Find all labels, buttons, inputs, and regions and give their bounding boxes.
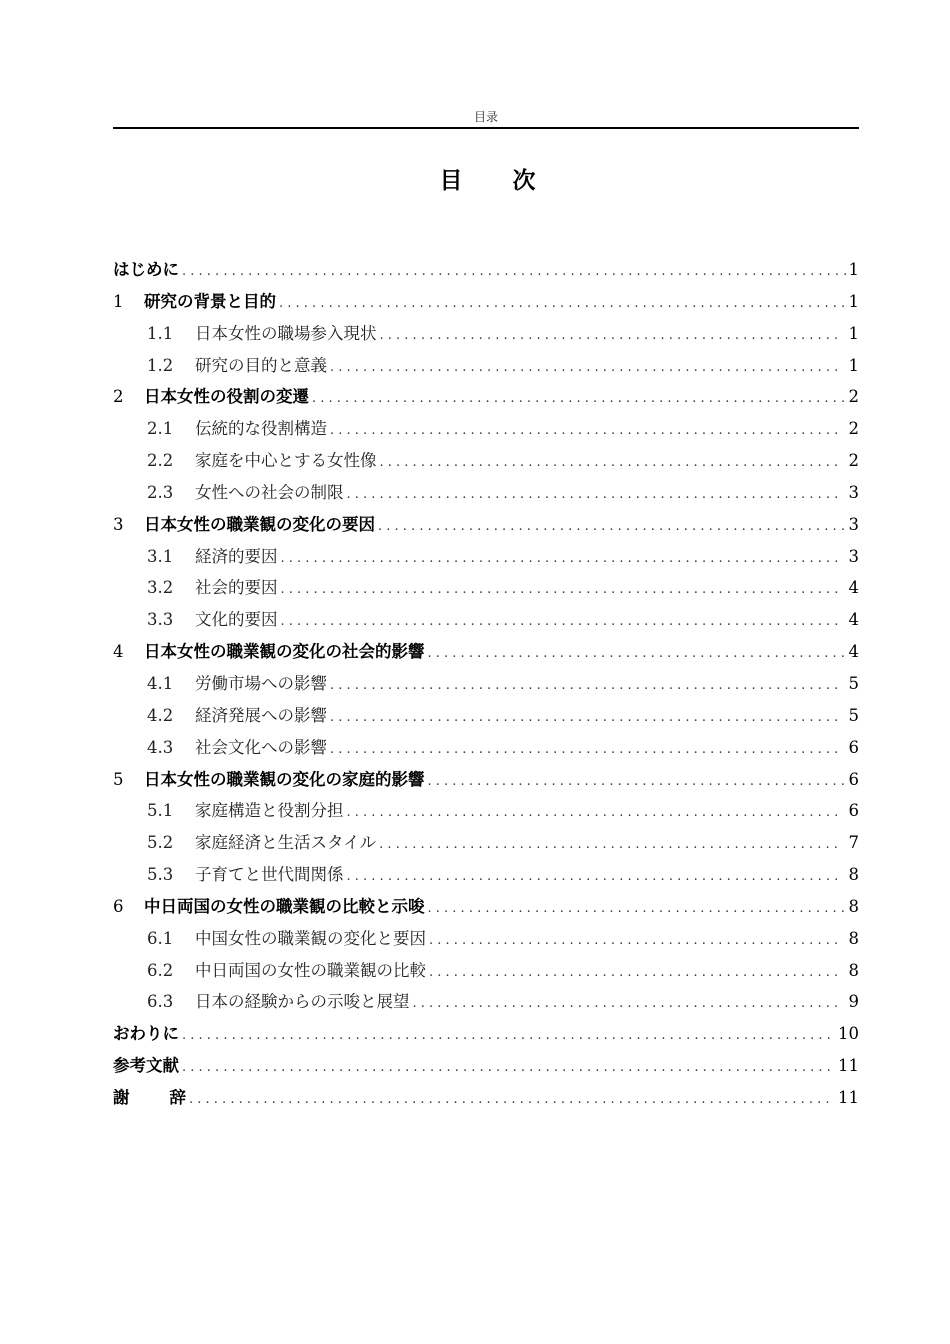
dot-leader [428, 646, 846, 661]
dot-leader [182, 1028, 835, 1043]
toc-entry-number: 1.2 [147, 355, 174, 375]
toc-entry-label: 家庭を中心とする女性像 [195, 451, 377, 471]
toc-entry-number: 4 [113, 642, 124, 662]
toc-entry[interactable] [113, 511, 859, 543]
toc-entry-page: 2 [848, 419, 859, 439]
toc-entry[interactable] [113, 415, 859, 447]
toc-entry-page: 6 [848, 801, 859, 821]
toc-entry[interactable] [113, 1020, 859, 1052]
toc-entry[interactable] [113, 702, 859, 734]
toc-entry[interactable] [113, 829, 859, 861]
toc-entry-page: 4 [848, 610, 859, 630]
toc-entry-page: 7 [848, 833, 859, 853]
toc-entry-label: 研究の目的と意義 [195, 355, 327, 375]
dot-leader [281, 614, 839, 629]
dot-leader [379, 837, 838, 852]
toc-entry-label: 研究の背景と目的 [144, 291, 276, 311]
toc-entry[interactable] [113, 893, 859, 925]
toc-entry[interactable] [113, 447, 859, 479]
toc-entry-label: 中日両国の女性の職業観の比較 [195, 960, 426, 980]
toc-entry-number: 5.2 [147, 833, 174, 853]
toc-entry-page: 8 [848, 928, 859, 948]
toc-entry[interactable] [113, 925, 859, 957]
toc-entry-label: 女性への社会の制限 [195, 482, 344, 502]
toc-entry-page: 3 [848, 514, 859, 534]
header-rule [113, 127, 859, 129]
toc-entry-label: 経済的要因 [195, 546, 278, 566]
toc-entry-page: 1 [848, 260, 859, 279]
dot-leader [330, 360, 839, 375]
toc-entry[interactable] [113, 988, 859, 1020]
toc-entry-page: 5 [848, 705, 859, 725]
toc-entry[interactable] [113, 574, 859, 606]
dot-leader [380, 328, 839, 343]
dot-leader [279, 296, 846, 311]
toc-entry-label: 労働市場への影響 [195, 673, 327, 693]
toc-entry[interactable] [113, 861, 859, 893]
toc-entry[interactable] [113, 670, 859, 702]
toc-entry-number: 6.2 [147, 960, 174, 980]
toc-entry-number: 6 [113, 896, 124, 916]
page-title [0, 162, 950, 195]
toc-entry-page: 8 [848, 896, 859, 916]
toc-entry-number: 2.1 [147, 419, 174, 439]
toc-entry-page: 9 [848, 992, 859, 1012]
toc-entry-number: 3.2 [147, 578, 174, 598]
dot-leader [378, 519, 846, 534]
toc-entry-number: 5.1 [147, 801, 174, 821]
toc-entry-number: 5.3 [147, 865, 174, 885]
toc-entry-label: 日本女性の役割の変遷 [144, 387, 309, 407]
toc-entry-label: 日本女性の職業観の変化の社会的影響 [144, 642, 425, 662]
toc-entry-page: 4 [848, 578, 859, 598]
toc-entry-label: 日本女性の職場参入現状 [195, 323, 377, 343]
toc-entry-page: 5 [848, 673, 859, 693]
toc-entry[interactable] [113, 606, 859, 638]
toc-entry-page: 3 [848, 482, 859, 502]
toc-entry-label-left: 謝 [113, 1087, 130, 1107]
toc-entry[interactable] [113, 957, 859, 989]
toc-entry-page: 2 [848, 387, 859, 407]
toc-entry[interactable] [113, 256, 859, 288]
dot-leader [428, 901, 846, 916]
toc-entry-number: 2.3 [147, 482, 174, 502]
toc-entry-label: 中国女性の職業観の変化と要因 [195, 928, 426, 948]
toc-entry-label: 日本女性の職業観の変化の要因 [144, 514, 375, 534]
dot-leader [182, 1060, 835, 1075]
toc-entry-page: 10 [838, 1024, 859, 1044]
toc-entry-label: おわりに [113, 1024, 179, 1044]
table-of-contents [113, 256, 859, 1116]
toc-entry-page: 8 [848, 865, 859, 885]
toc-entry-number: 4.2 [147, 705, 174, 725]
toc-entry-page: 11 [838, 1056, 859, 1076]
toc-entry-number: 3.1 [147, 546, 174, 566]
toc-entry[interactable] [113, 1084, 859, 1116]
page-title-left: 目 [439, 168, 463, 194]
toc-entry-page: 6 [848, 769, 859, 789]
toc-entry-number: 2 [113, 387, 124, 407]
toc-entry-number: 5 [113, 769, 124, 789]
toc-entry-label: 日本の経験からの示唆と展望 [195, 992, 410, 1012]
toc-entry-page: 1 [848, 323, 859, 343]
dot-leader [330, 423, 839, 438]
toc-entry[interactable] [113, 766, 859, 798]
toc-entry[interactable] [113, 383, 859, 415]
dot-leader [182, 264, 846, 279]
toc-entry[interactable] [113, 479, 859, 511]
toc-entry-page: 6 [848, 737, 859, 757]
toc-entry-label: 日本女性の職業観の変化の家庭的影響 [144, 769, 425, 789]
toc-entry[interactable] [113, 638, 859, 670]
toc-entry-number: 1 [113, 291, 124, 311]
dot-leader [312, 391, 846, 406]
dot-leader [189, 1092, 835, 1107]
toc-entry[interactable] [113, 288, 859, 320]
toc-entry[interactable] [113, 320, 859, 352]
dot-leader [347, 805, 839, 820]
page-title-right: 次 [512, 168, 536, 194]
toc-entry-number: 6.3 [147, 992, 174, 1012]
toc-entry[interactable] [113, 1052, 859, 1084]
toc-entry-page: 11 [838, 1087, 859, 1107]
toc-entry-label: 経済発展への影響 [195, 705, 327, 725]
dot-leader [281, 551, 839, 566]
toc-entry-number: 4.1 [147, 673, 174, 693]
toc-entry-label: 参考文献 [113, 1056, 179, 1076]
toc-entry-label: 伝統的な役割構造 [195, 419, 327, 439]
toc-entry-number: 6.1 [147, 928, 174, 948]
dot-leader [347, 487, 839, 502]
dot-leader [347, 869, 839, 884]
toc-entry-number: 1.1 [147, 323, 174, 343]
toc-entry-label-right: 辞 [169, 1087, 186, 1107]
toc-entry-number: 2.2 [147, 451, 174, 471]
toc-entry-label: はじめに [113, 260, 179, 279]
toc-entry[interactable] [113, 543, 859, 575]
toc-entry-number: 3.3 [147, 610, 174, 630]
toc-entry-label: 家庭経済と生活スタイル [195, 833, 377, 853]
toc-entry-page: 8 [848, 960, 859, 980]
dot-leader [380, 455, 839, 470]
toc-entry-label: 文化的要因 [195, 610, 278, 630]
toc-entry-page: 1 [848, 291, 859, 311]
toc-entry-page: 1 [848, 355, 859, 375]
toc-entry-label: 子育てと世代間関係 [195, 865, 344, 885]
toc-entry-number: 4.3 [147, 737, 174, 757]
dot-leader [428, 774, 846, 789]
dot-leader [330, 742, 839, 757]
toc-entry-number: 3 [113, 514, 124, 534]
dot-leader [429, 933, 839, 948]
toc-entry-page: 3 [848, 546, 859, 566]
toc-entry-label: 社会文化への影響 [195, 737, 327, 757]
toc-entry-label: 社会的要因 [195, 578, 278, 598]
dot-leader [330, 710, 839, 725]
running-header: 目录 [473, 110, 498, 124]
toc-entry[interactable] [113, 352, 859, 384]
toc-entry[interactable] [113, 797, 859, 829]
dot-leader [330, 678, 839, 693]
dot-leader [281, 582, 839, 597]
toc-entry-label: 家庭構造と役割分担 [195, 801, 344, 821]
toc-entry[interactable] [113, 734, 859, 766]
toc-entry-label: 中日両国の女性の職業観の比較と示唆 [144, 896, 425, 916]
dot-leader [429, 965, 839, 980]
toc-entry-page: 2 [848, 451, 859, 471]
toc-entry-page: 4 [848, 642, 859, 662]
dot-leader [413, 996, 839, 1011]
